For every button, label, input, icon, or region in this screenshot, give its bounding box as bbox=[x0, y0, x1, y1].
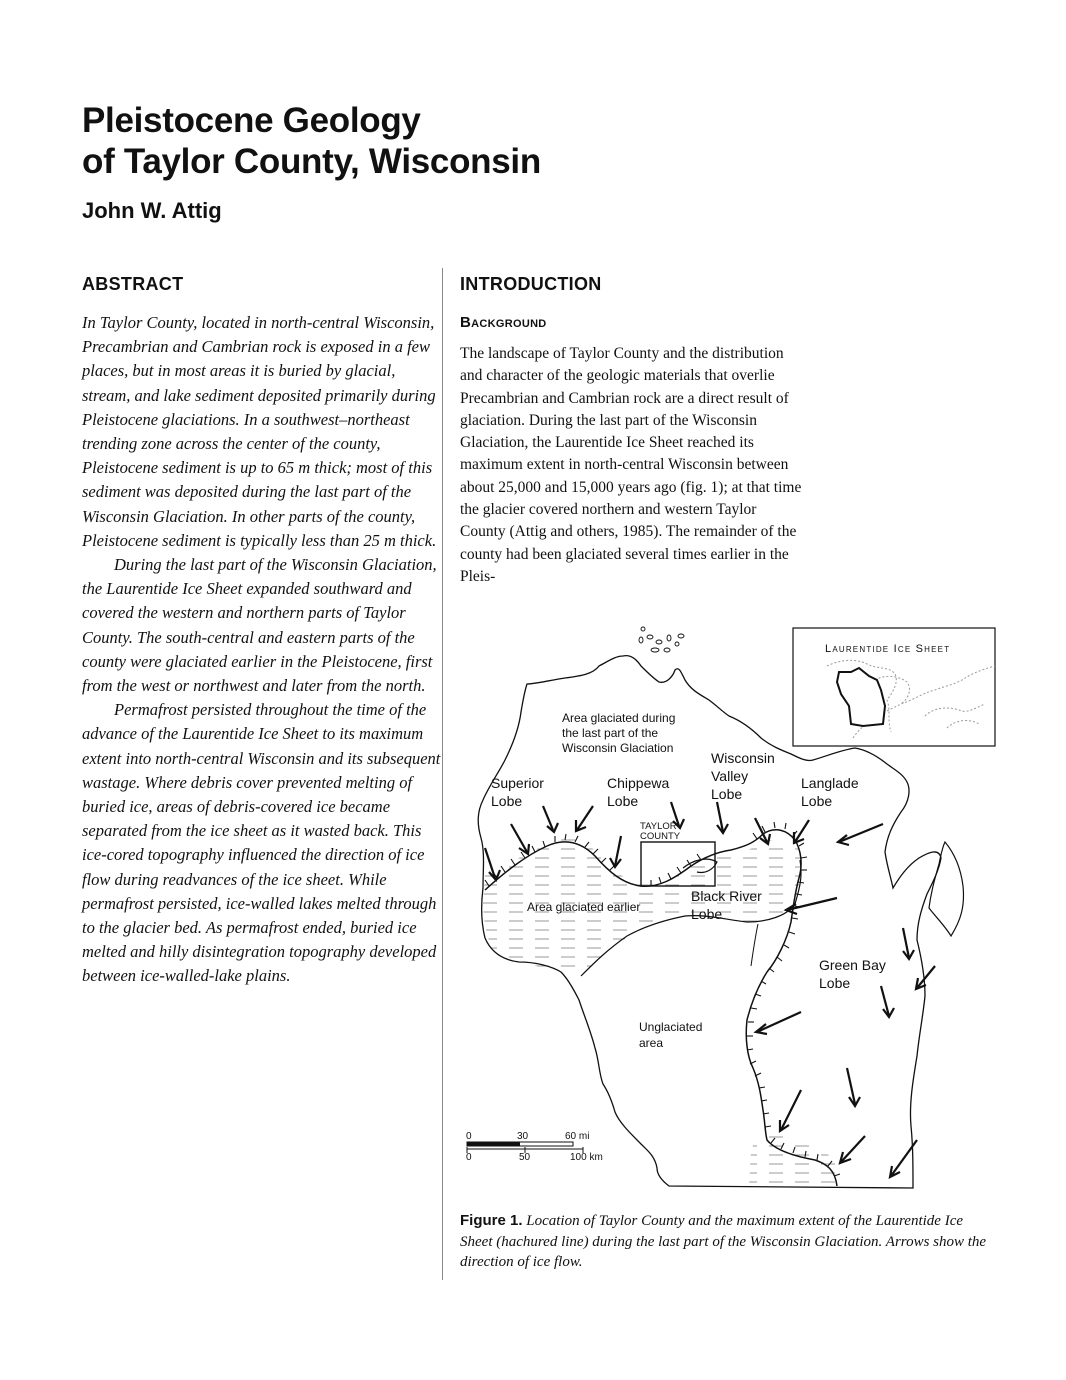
inset-map bbox=[793, 628, 995, 746]
abstract-paragraph-3: Permafrost persisted throughout the time of the advance of the Laurentide Ice Sheet to its maximum extent into north-central Wisconsin and its subsequent wastage. Where debris cover prevented melting of buried ice, areas of debris-covered ice became separated from the ice sheet as it wasted back. This ice-cored topography influenced the direction of ice flow during readvances of the ice sheet. While permafrost persisted, ice-walled lakes melted through to the glacier bed. As permafrost ended, buried ice melted and hilly disintegration topography developed between ice-walled-lake plains. bbox=[82, 700, 441, 986]
scale-km-100: 100 km bbox=[570, 1152, 603, 1163]
scale-mi-0: 0 bbox=[466, 1131, 472, 1142]
label-green-bay-2: Lobe bbox=[819, 975, 851, 991]
label-taylor-1: TAYLOR bbox=[640, 821, 677, 832]
scale-bar bbox=[466, 1131, 603, 1163]
scale-mi-30: 30 bbox=[517, 1131, 529, 1142]
flow-arrow bbox=[841, 1136, 865, 1162]
label-area-last-3: Wisconsin Glaciation bbox=[562, 741, 674, 755]
flow-arrow bbox=[839, 824, 883, 842]
abstract-heading: ABSTRACT bbox=[82, 274, 184, 294]
label-chippewa-1: Chippewa bbox=[607, 775, 670, 791]
author-name: John W. Attig bbox=[82, 198, 222, 223]
label-wisconsin-valley-1: Wisconsin bbox=[711, 750, 775, 766]
document-title bbox=[82, 100, 541, 182]
label-chippewa-2: Lobe bbox=[607, 793, 639, 809]
label-langlade-2: Lobe bbox=[801, 793, 833, 809]
label-langlade-1: Langlade bbox=[801, 775, 859, 791]
label-wisconsin-valley-3: Lobe bbox=[711, 786, 743, 802]
introduction-body bbox=[460, 343, 805, 588]
inset-label: Laurentide Ice Sheet bbox=[825, 643, 951, 655]
figure-caption bbox=[460, 1211, 990, 1273]
label-area-earlier: Area glaciated earlier bbox=[527, 900, 641, 914]
islands bbox=[639, 627, 684, 652]
title-line-1: Pleistocene Geology bbox=[82, 101, 421, 140]
scale-km-50: 50 bbox=[519, 1152, 531, 1163]
figure-caption-text: Location of Taylor County and the maximum extent of the Laurentide Ice Sheet (hachured line) during the last part of the Wisconsin Glaciation. Arrows show the direction of ice flow. bbox=[460, 1213, 987, 1270]
title-line-2: of Taylor County, Wisconsin bbox=[82, 142, 541, 181]
label-area-last-1: Area glaciated during bbox=[562, 711, 676, 725]
scale-mi-60: 60 mi bbox=[565, 1131, 590, 1142]
introduction-paragraph: The landscape of Taylor County and the distribution and character of the geologic materials that overlie Precambrian and Cambrian rock are a direct result of glaciation. During the last part of the Wisconsin Glaciation, the Laurentide Ice Sheet reached its maximum extent in north-central Wisconsin between about 25,000 and 15,000 years ago (fig. 1); at that time the glacier covered northern and western Taylor County (Attig and others, 1985). The remainder of the county had been glaciated several times earlier in the Pleis- bbox=[460, 345, 802, 585]
scale-km-0: 0 bbox=[466, 1152, 472, 1163]
abstract-body bbox=[82, 311, 442, 989]
column-divider bbox=[442, 268, 443, 1280]
label-unglaciated-2: area bbox=[639, 1036, 664, 1050]
figure-1-map bbox=[455, 620, 1005, 1200]
flow-arrow bbox=[757, 1012, 801, 1032]
label-area-last-2: the last part of the bbox=[562, 726, 659, 740]
introduction-heading: INTRODUCTION bbox=[460, 274, 602, 294]
label-black-river-2: Lobe bbox=[691, 906, 723, 922]
background-subheading: Background bbox=[460, 314, 547, 331]
label-taylor-2: COUNTY bbox=[640, 831, 681, 842]
label-green-bay-1: Green Bay bbox=[819, 957, 886, 973]
label-unglaciated-1: Unglaciated bbox=[639, 1020, 703, 1034]
earlier-area-boundary bbox=[751, 924, 758, 966]
abstract-paragraph-2: During the last part of the Wisconsin Glaciation, the Laurentide Ice Sheet expanded southward and covered the western and northern parts of Taylor County. The south-central and eastern parts of the county were glaciated earlier in the Pleistocene, first from the west or northwest and later from the north. bbox=[82, 555, 437, 696]
label-superior-2: Lobe bbox=[491, 793, 523, 809]
flow-arrow bbox=[511, 824, 527, 852]
flow-arrow bbox=[781, 1090, 801, 1130]
figure-caption-label: Figure 1. bbox=[460, 1212, 523, 1229]
earlier-glaciated-area-south bbox=[749, 1132, 838, 1186]
label-superior-1: Superior bbox=[491, 775, 544, 791]
flow-arrow bbox=[917, 966, 935, 988]
door-peninsula bbox=[929, 842, 964, 936]
label-black-river-1: Black River bbox=[691, 888, 762, 904]
abstract-paragraph-1: In Taylor County, located in north-central Wisconsin, Precambrian and Cambrian rock is exposed in a few places, but in most areas it is buried by glacial, stream, and lake sediment deposited primarily during Pleistocene glaciations. In a southwest–northeast trending zone across the center of the county, Pleistocene sediment is up to 65 m thick; most of this sediment was deposited during the last part of the Wisconsin Glaciation. In other parts of the county, Pleistocene sediment is typically less than 25 m thick. bbox=[82, 313, 437, 550]
label-wisconsin-valley-2: Valley bbox=[711, 768, 749, 784]
